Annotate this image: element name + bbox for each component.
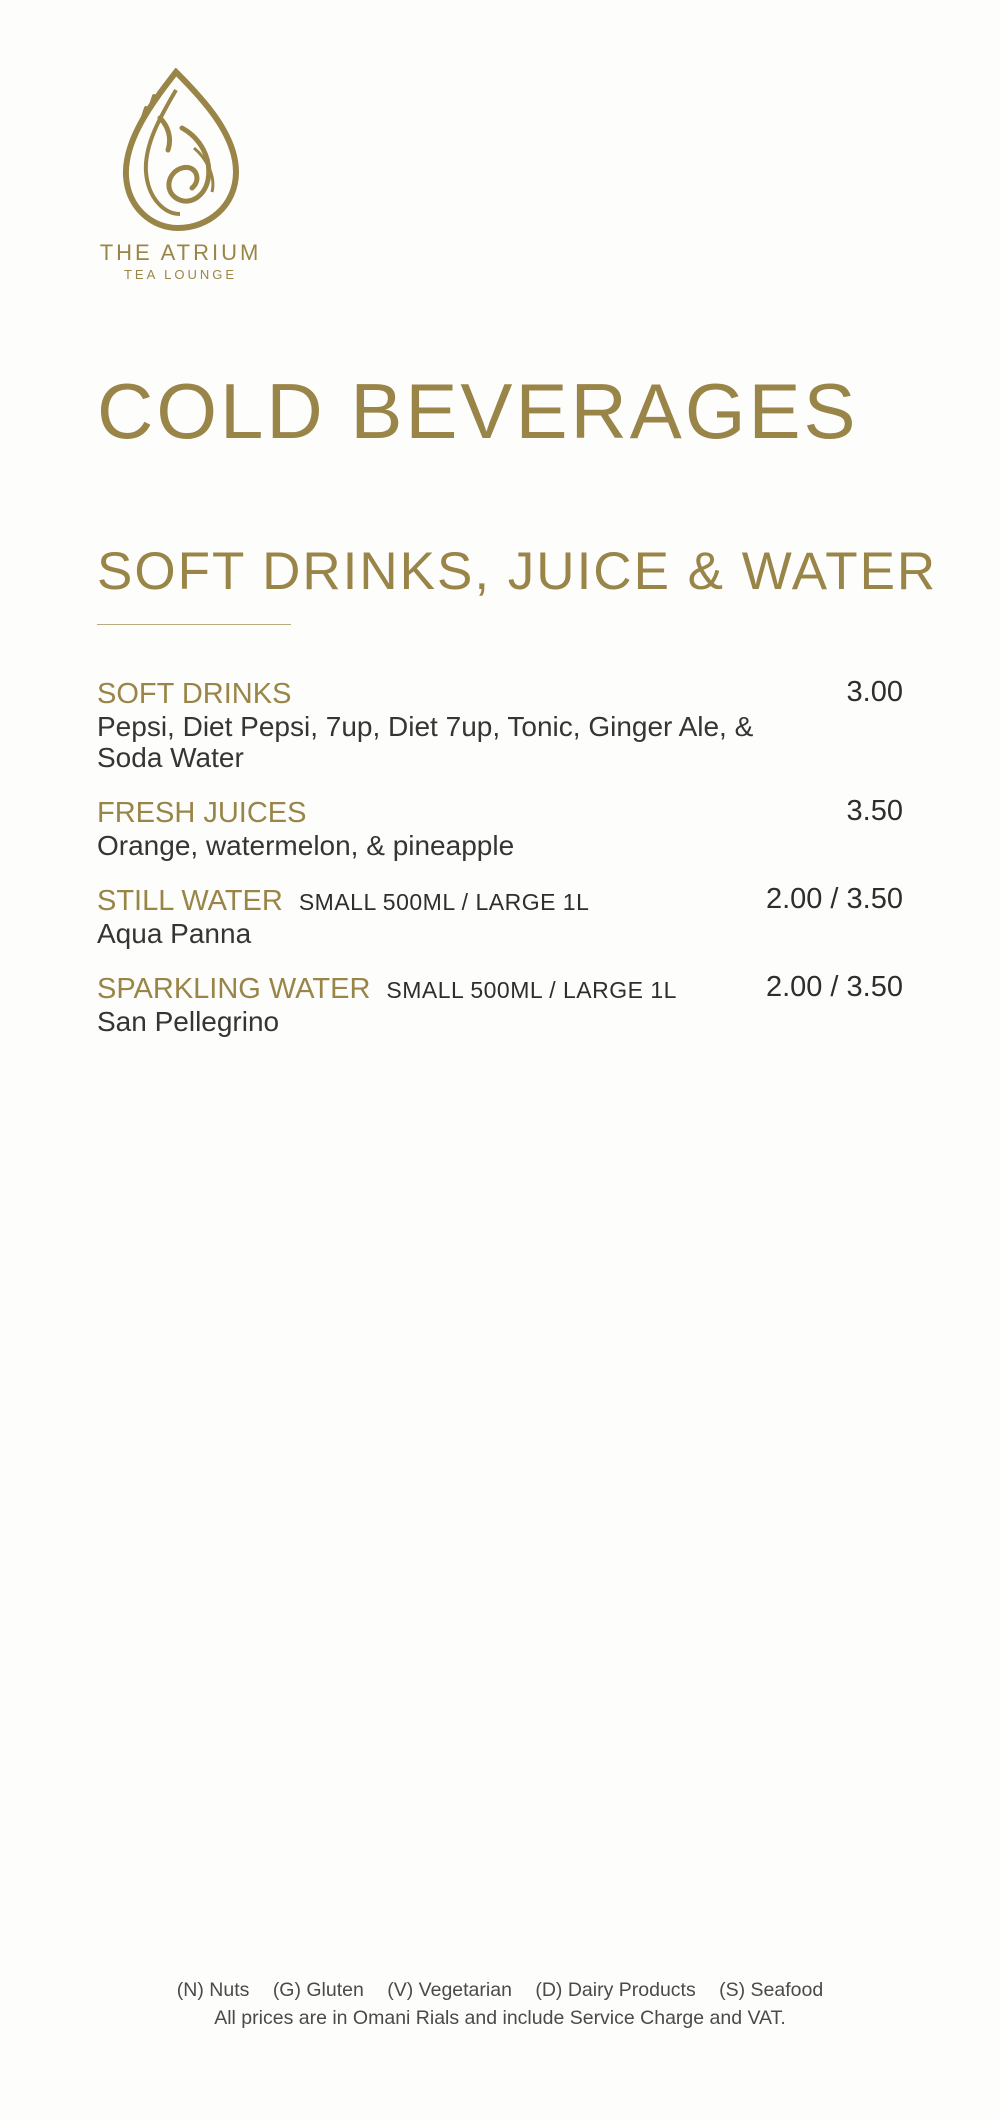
menu-item <box>97 797 903 861</box>
footer <box>0 1976 1000 2032</box>
item-price: 3.00 <box>846 676 903 708</box>
legend-item: (N) Nuts <box>176 1979 250 2001</box>
menu-item <box>97 678 903 773</box>
item-price: 3.50 <box>846 795 903 827</box>
section-title: SOFT DRINKS, JUICE & WATER <box>97 542 938 601</box>
item-description: Orange, watermelon, & pineapple <box>97 830 515 861</box>
item-name: STILL WATER <box>97 885 283 917</box>
legend-item: (S) Seafood <box>719 1979 824 2001</box>
brand-logo <box>98 68 263 282</box>
calligraphy-drop-icon <box>116 68 246 234</box>
price-note: All prices are in Omani Rials and include Service Charge and VAT. <box>214 2007 786 2029</box>
page-title: COLD BEVERAGES <box>97 367 859 455</box>
item-size: SMALL 500ML / LARGE 1L <box>386 977 677 1003</box>
item-description: Pepsi, Diet Pepsi, 7up, Diet 7up, Tonic, Ginger Ale, & Soda Water <box>97 711 754 773</box>
menu-item <box>97 973 903 1037</box>
menu-items <box>97 678 903 1061</box>
item-description: Aqua Panna <box>97 918 252 949</box>
brand-subtitle: TEA LOUNGE <box>123 267 238 282</box>
allergen-legend <box>0 1976 1000 2004</box>
brand-name: THE ATRIUM <box>99 240 262 265</box>
legend-item: (G) Gluten <box>272 1979 364 2001</box>
item-price: 2.00 / 3.50 <box>765 883 903 915</box>
item-price: 2.00 / 3.50 <box>765 971 903 1003</box>
item-name: SOFT DRINKS <box>97 678 292 710</box>
item-size: SMALL 500ML / LARGE 1L <box>298 889 590 915</box>
legend-item: (D) Dairy Products <box>535 1979 696 2001</box>
menu-item <box>97 885 903 949</box>
section-divider <box>97 624 291 625</box>
item-description: San Pellegrino <box>97 1006 280 1037</box>
legend-item: (V) Vegetarian <box>387 1979 512 2001</box>
item-name: SPARKLING WATER <box>97 973 371 1005</box>
item-name: FRESH JUICES <box>97 797 307 829</box>
